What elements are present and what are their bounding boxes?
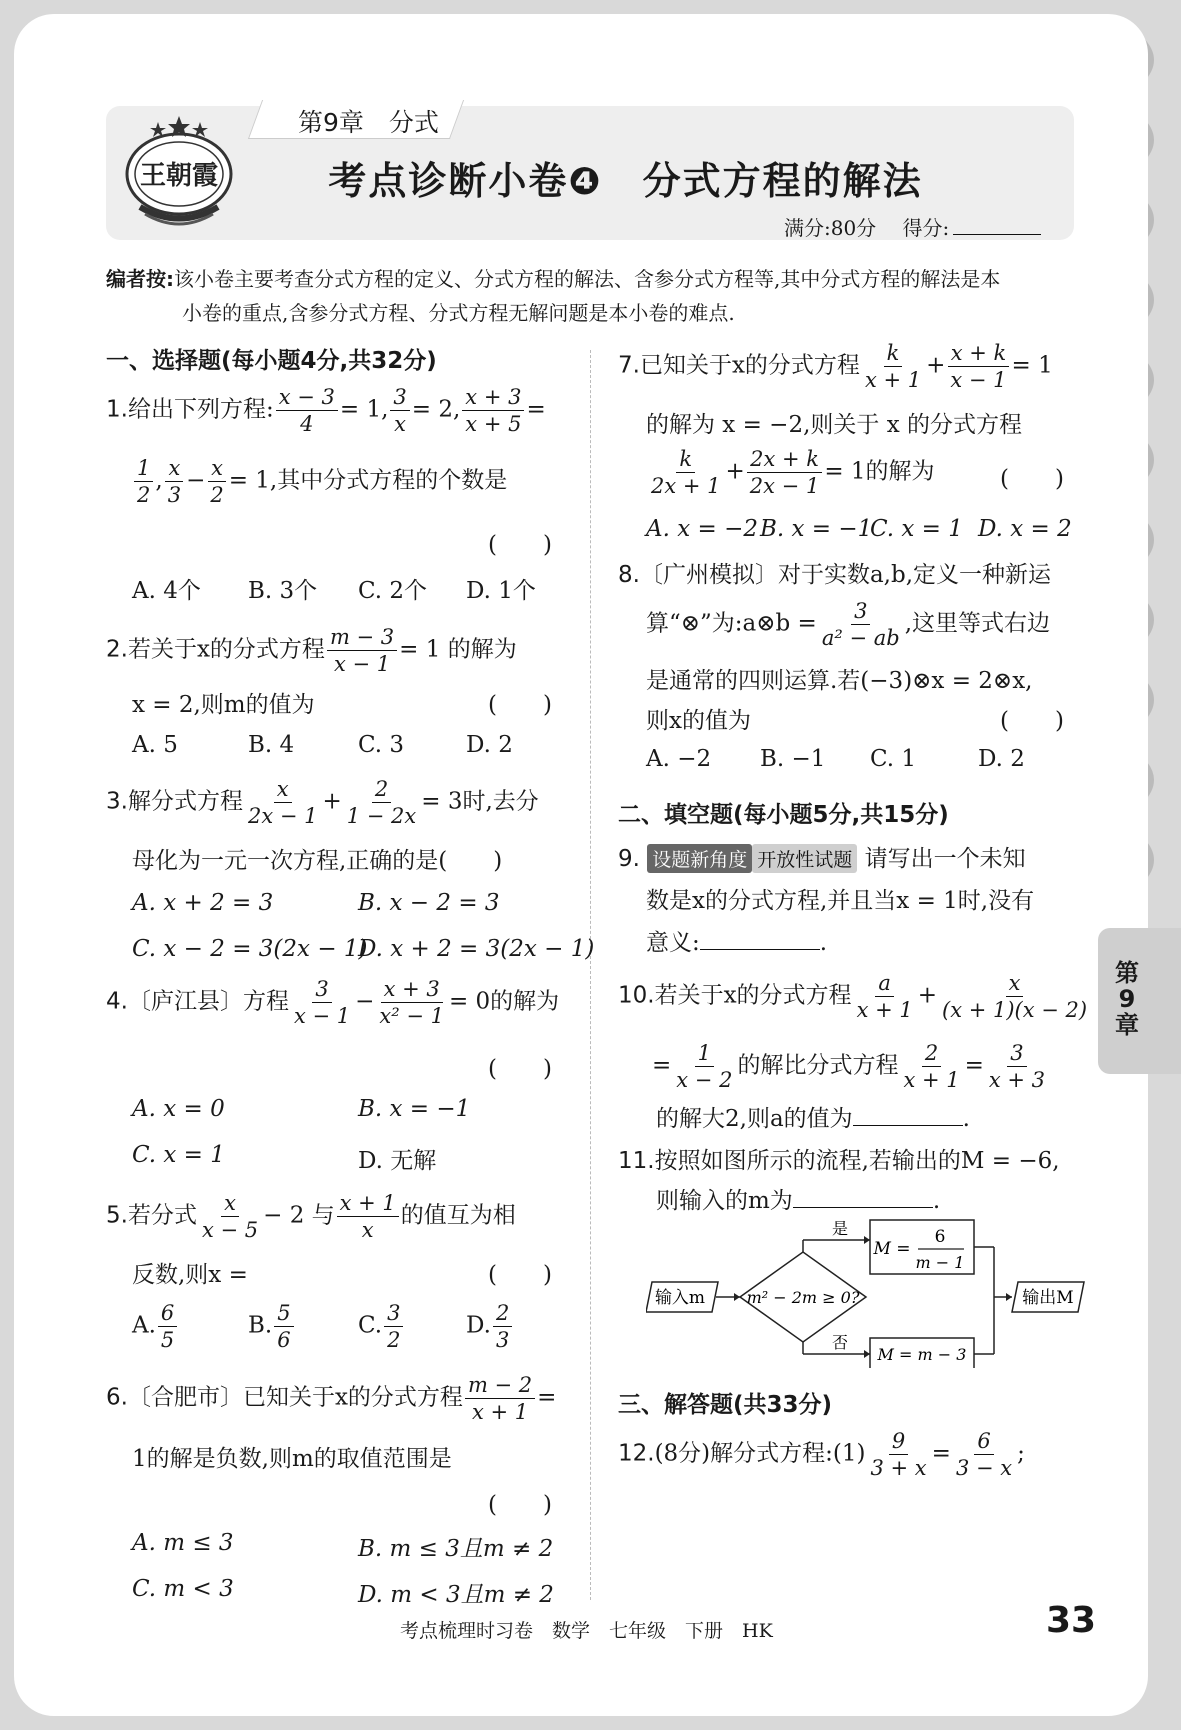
question-2-line2: x = 2,则m的值为: [132, 692, 315, 718]
question-3-line1: 3.解分式方程 $\frac{x}{2x - 1}$ + $\frac{2}{1 - 2x}$ = 3时,去分: [106, 777, 539, 828]
flow-yes-box-num: 6: [934, 1227, 946, 1247]
note-line2: 小卷的重点,含参分式方程、分式方程无解问题是本小卷的难点.: [182, 301, 735, 325]
q4-option-a[interactable]: A. x = 0: [132, 1096, 225, 1122]
q2-answer-paren[interactable]: ( ): [488, 692, 552, 718]
question-11-line2: 则输入的m为 .: [656, 1188, 941, 1214]
q2-frac: $\frac{m - 3}{x - 1}$: [327, 624, 397, 677]
q6-option-a[interactable]: A. m ≤ 3: [132, 1530, 234, 1556]
q6-answer-paren[interactable]: ( ): [488, 1492, 552, 1518]
q5-frac2: $\frac{x + 1}{x}$: [337, 1190, 399, 1243]
q2-option-c[interactable]: C. 3: [358, 732, 405, 758]
q1-option-a[interactable]: A. 4个: [132, 578, 201, 604]
q5-option-c[interactable]: C. $\frac{3}{2}$: [358, 1300, 405, 1353]
q6-option-c[interactable]: C. m < 3: [132, 1576, 234, 1602]
q8-answer-paren[interactable]: ( ): [1000, 708, 1064, 734]
editor-note: [106, 262, 1081, 330]
q7-frac1: $\frac{k}{x + 1}$: [864, 341, 922, 392]
q8-option-d[interactable]: D. 2: [978, 746, 1025, 772]
q4-option-d[interactable]: D. 无解: [358, 1148, 437, 1174]
q3-option-a[interactable]: A. x + 2 = 3: [132, 890, 274, 916]
score-line: [784, 212, 1041, 241]
question-7-line1: 7.已知关于x的分式方程 $\frac{k}{x + 1}$ + $\frac{x + k}{x - 1}$ = 1: [618, 341, 1053, 392]
question-12-line1: 12.(8分)解分式方程:(1) $\frac{9}{3 + x}$ = $\frac{6}{3 - x}$ ;: [618, 1429, 1025, 1480]
flow-input-text: 输入m: [654, 1288, 706, 1308]
question-8-line4: 则x的值为: [646, 708, 751, 734]
question-1-line1: 1.给出下列方程: $\frac{x - 3}{4}$ = 1, $\frac{3}{x}$ = 2, $\frac{x + 3}{x + 5}$ =: [106, 385, 546, 436]
q1-frac2: $\frac{3}{x}$: [390, 384, 409, 437]
q3-option-d[interactable]: D. x + 2 = 3(2x − 1): [358, 936, 595, 962]
q3-frac2: $\frac{2}{1 - 2x}$: [346, 777, 417, 828]
q5-option-d[interactable]: D. $\frac{2}{3}$: [466, 1300, 514, 1353]
q1-option-c[interactable]: C. 2个: [358, 578, 428, 604]
q10-frac1: $\frac{a}{x + 1}$: [856, 971, 913, 1022]
q5-option-a[interactable]: A. $\frac{6}{5}$: [132, 1300, 179, 1353]
q7-option-c[interactable]: C. x = 1: [870, 516, 963, 542]
note-label: 编者按:: [106, 267, 174, 291]
q8-frac: $\frac{3}{\text{a² − ab}}$: [821, 599, 900, 650]
q12-frac1: $\frac{9}{3 + x}$: [870, 1429, 927, 1480]
q2-option-b[interactable]: B. 4: [248, 732, 295, 758]
question-10-line3: 的解大2,则a的值为 .: [656, 1106, 970, 1132]
chapter-label: 第9章 分式: [298, 108, 439, 137]
q4-option-b[interactable]: B. x = −1: [358, 1096, 471, 1122]
q7-option-a[interactable]: A. x = −2: [646, 516, 759, 542]
flowchart: [646, 1218, 1086, 1368]
q7-option-d[interactable]: D. x = 2: [978, 516, 1072, 542]
q12-frac2: $\frac{6}{3 - x}$: [955, 1429, 1013, 1480]
q7-answer-paren[interactable]: ( ): [1000, 466, 1064, 492]
q3-option-c[interactable]: C. x − 2 = 3(2x − 1): [132, 936, 368, 962]
question-8-line3: 是通常的四则运算.若(−3)⊗x = 2⊗x,: [646, 668, 1033, 694]
question-9-line3: 意义: .: [646, 930, 828, 956]
q7-frac2: $\frac{x + k}{x - 1}$: [947, 340, 1009, 393]
tag-open-question: 开放性试题: [752, 844, 857, 873]
chapter-side-tab-text: 第 9 章: [1115, 959, 1139, 1039]
q11-answer-blank[interactable]: [793, 1207, 933, 1208]
score-label: 得分:: [902, 216, 950, 240]
q6-frac: $\frac{m - 2}{x + 1}$: [465, 1372, 535, 1425]
question-6-line2: 1的解是负数,则m的取值范围是: [132, 1446, 452, 1472]
note-line1: 该小卷主要考查分式方程的定义、分式方程的解法、含参分式方程等,其中分式方程的解法是本: [174, 267, 1001, 291]
score-blank[interactable]: [953, 234, 1041, 235]
q10-frac5: $\frac{3}{x + 3}$: [988, 1041, 1046, 1092]
q10-frac4: $\frac{2}{x + 1}$: [903, 1041, 960, 1092]
q9-answer-blank[interactable]: [700, 949, 820, 950]
q10-frac3: $\frac{1}{x - 2}$: [676, 1041, 733, 1092]
tag-new-angle: 设题新角度: [647, 844, 752, 873]
question-7-line3: $\frac{k}{2x + 1}$ + $\frac{2x + k}{2x - 1}$ = 1的解为: [646, 446, 935, 499]
q8-option-a[interactable]: A. −2: [646, 746, 712, 772]
logo-text: 王朝霞: [139, 161, 219, 191]
q5-answer-paren[interactable]: ( ): [488, 1262, 552, 1288]
q8-option-b[interactable]: B. −1: [760, 746, 826, 772]
full-score: 满分:80分: [784, 216, 877, 240]
q4-frac2: $\frac{x + 3}{\text{x² − 1}}$: [379, 977, 444, 1028]
q7-option-b[interactable]: B. x = −1: [760, 516, 873, 542]
flow-yes-box-den: m − 1: [915, 1253, 965, 1272]
question-8-line1: 8.〔广州模拟〕对于实数a,b,定义一种新运: [618, 562, 1052, 588]
q4-answer-paren[interactable]: ( ): [488, 1056, 552, 1082]
q1-frac3: $\frac{x + 3}{x + 5}$: [462, 384, 524, 437]
q1-option-b[interactable]: B. 3个: [248, 578, 318, 604]
question-9-line2: 数是x的分式方程,并且当x = 1时,没有: [646, 888, 1035, 914]
footer-text: 考点梳理时习卷 数学 七年级 下册 HK: [400, 1620, 773, 1642]
question-8-line2: 算“⊗”为:a⊗b = $\frac{3}{\text{a² − ab}}$ ,这里等式右边: [646, 599, 1050, 650]
q1-frac5: $\frac{x}{3}$: [165, 455, 184, 508]
q10-answer-blank[interactable]: [853, 1125, 963, 1126]
flow-output-text: 输出M: [1022, 1288, 1074, 1308]
page-number: 33: [1046, 1600, 1097, 1641]
flow-yes-label: 是: [831, 1219, 849, 1238]
section-1-title: 一、选择题(每小题4分,共32分): [106, 348, 437, 374]
section-2-title: 二、填空题(每小题5分,共15分): [618, 802, 949, 828]
q6-option-d[interactable]: D. m < 3且m ≠ 2: [358, 1582, 554, 1608]
q5-option-b[interactable]: B. $\frac{5}{6}$: [248, 1300, 296, 1353]
question-3-line2: 母化为一元一次方程,正确的是( ): [132, 848, 503, 874]
flow-yes-box-lead: M =: [873, 1239, 911, 1259]
question-9-line1: 9. 设题新角度 开放性试题 请写出一个未知: [618, 846, 1026, 872]
q8-option-c[interactable]: C. 1: [870, 746, 917, 772]
q10-frac2: $\frac{x}{(x + 1)(x - 2)}$: [942, 971, 1088, 1022]
question-4-line1: 4.〔庐江县〕方程 $\frac{3}{x - 1}$ − $\frac{x + 3}{\text{x² − 1}}$ = 0的解为: [106, 977, 560, 1028]
q7-frac4: $\frac{2x + k}{2x - 1}$: [747, 446, 823, 499]
question-7-line2: 的解为 x = −2,则关于 x 的分式方程: [646, 412, 1022, 438]
q7-frac3: $\frac{k}{2x + 1}$: [651, 447, 721, 498]
flow-no-box-text: M = m − 3: [877, 1345, 967, 1364]
q4-option-c[interactable]: C. x = 1: [132, 1142, 225, 1168]
flow-condition-text: m² − 2m ≥ 0?: [746, 1288, 860, 1307]
q2-option-a[interactable]: A. 5: [132, 732, 178, 758]
column-divider: [590, 350, 591, 1600]
q4-frac1: $\frac{3}{x - 1}$: [293, 977, 351, 1028]
q2-option-d[interactable]: D. 2: [466, 732, 513, 758]
question-5-line2: 反数,则x =: [132, 1262, 248, 1288]
q1-frac4: $\frac{1}{2}$: [134, 455, 153, 508]
q3-option-b[interactable]: B. x − 2 = 3: [358, 890, 500, 916]
question-11-line1: 11.按照如图所示的流程,若输出的M = −6,: [618, 1148, 1060, 1174]
flow-no-label: 否: [831, 1333, 849, 1352]
q1-frac1: $\frac{x - 3}{4}$: [276, 384, 338, 437]
q5-frac1: $\frac{x}{x - 5}$: [201, 1191, 259, 1242]
page-title: 考点诊断小卷❹ 分式方程的解法: [328, 159, 923, 203]
question-5-line1: 5.若分式 $\frac{x}{x - 5}$ − 2 与 $\frac{x + 1}{x}$ 的值互为相: [106, 1191, 516, 1242]
q6-option-b[interactable]: B. m ≤ 3且m ≠ 2: [358, 1536, 554, 1562]
question-10-line1: 10.若关于x的分式方程 $\frac{a}{x + 1}$ + $\frac{x}{(x + 1)(x - 2)}$: [618, 970, 1092, 1023]
q3-frac1: $\frac{x}{2x - 1}$: [247, 777, 318, 828]
q1-option-d[interactable]: D. 1个: [466, 578, 536, 604]
question-2-line1: 2.若关于x的分式方程 $\frac{m - 3}{x - 1}$ = 1 的解为: [106, 625, 517, 676]
section-3-title: 三、解答题(共33分): [618, 1392, 833, 1418]
question-10-line2: = $\frac{1}{x - 2}$ 的解比分式方程 $\frac{2}{x + 1}$ = $\frac{3}{x + 3}$: [652, 1040, 1050, 1093]
q1-answer-paren[interactable]: ( ): [488, 532, 552, 558]
q1-frac6: $\frac{x}{2}$: [207, 455, 226, 508]
question-6-line1: 6.〔合肥市〕已知关于x的分式方程 $\frac{m - 2}{x + 1}$ =: [106, 1373, 557, 1424]
question-1-line2: $\frac{1}{2}$ , $\frac{x}{3}$ − $\frac{x}{2}$ = 1,其中分式方程的个数是: [132, 455, 507, 508]
